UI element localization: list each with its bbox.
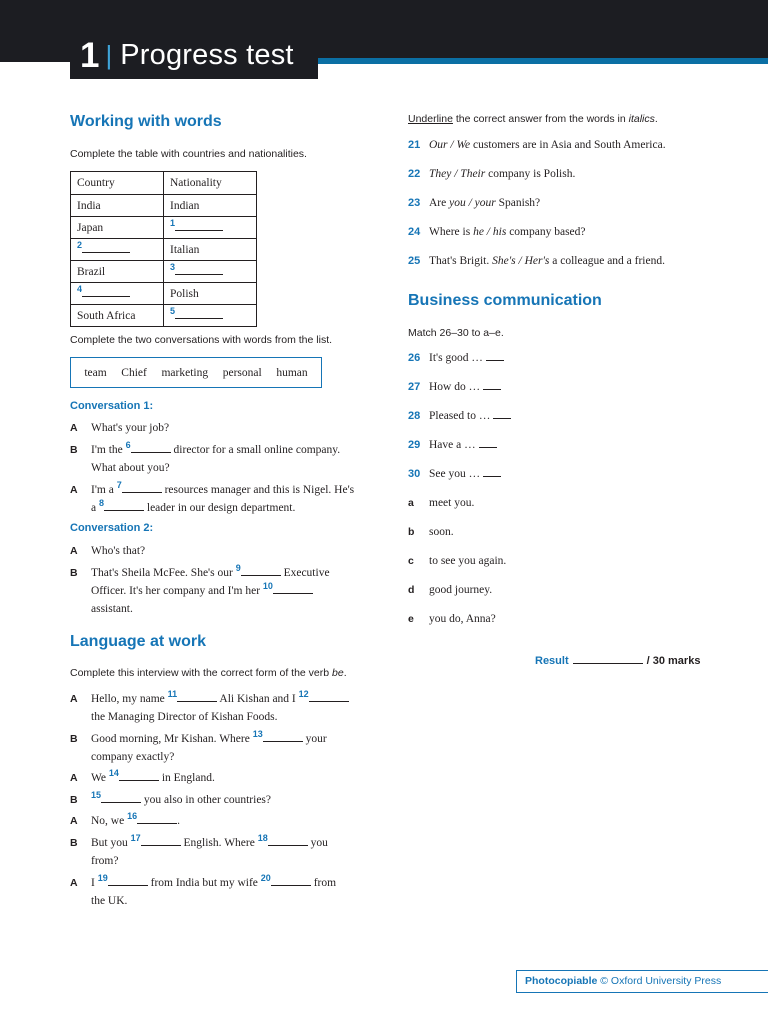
speaker-label: B — [70, 794, 78, 806]
response-item — [408, 581, 608, 599]
question-number: 19 — [97, 873, 108, 884]
nationality-blank-cell[interactable] — [164, 217, 257, 239]
choice-options[interactable]: Our / We — [429, 139, 471, 151]
item-text: a colleague and a friend. — [552, 255, 665, 267]
response-text: good journey. — [429, 584, 493, 596]
question-number: 22 — [408, 168, 421, 180]
result-marks: / 30 marks — [646, 655, 701, 667]
item-text: company is Polish. — [488, 168, 576, 180]
interview-instruction — [70, 667, 347, 679]
dialogue-text: in England. — [161, 772, 215, 784]
item-text: Spanish? — [498, 197, 541, 209]
match-item — [408, 436, 608, 454]
response-letter: e — [408, 613, 414, 625]
interview-line — [70, 874, 400, 910]
word-item: Chief — [121, 366, 147, 379]
item-text: Have a … — [429, 439, 476, 451]
heading-working-with-words: Working with words — [70, 113, 222, 130]
answer-blank[interactable] — [309, 692, 349, 702]
dialogue-line — [70, 441, 390, 477]
speaker-label: A — [70, 484, 78, 496]
response-item — [408, 552, 608, 570]
result-label: Result — [535, 655, 569, 667]
response-letter: d — [408, 584, 415, 596]
item-text: company based? — [509, 226, 586, 238]
title-text: Progress test — [120, 39, 294, 71]
item-text: Are — [429, 197, 447, 209]
item-text: It's good … — [429, 352, 483, 364]
question-number: 28 — [408, 410, 421, 422]
response-text: you do, Anna? — [429, 613, 496, 625]
country-cell: India — [71, 195, 164, 217]
question-number: 18 — [257, 833, 268, 844]
table-row — [71, 217, 257, 239]
dialogue-text: a — [91, 502, 97, 514]
question-number: 13 — [252, 729, 263, 740]
dialogue-text: the UK. — [91, 895, 128, 907]
answer-blank[interactable] — [483, 467, 501, 477]
word-item: personal — [222, 366, 262, 379]
result-score — [535, 654, 700, 667]
dialogue-text: from — [313, 877, 337, 889]
nationality-cell: Indian — [164, 195, 257, 217]
country-blank-cell[interactable] — [71, 239, 164, 261]
dialogue-text: But you — [91, 837, 128, 849]
response-item — [408, 610, 608, 628]
dialogue-text: Hello, my name — [91, 693, 165, 705]
dialogue-text: Ali Kishan and I — [219, 693, 296, 705]
header-nationality: Nationality — [164, 172, 257, 195]
grammar-item — [408, 252, 748, 270]
response-letter: c — [408, 555, 414, 567]
item-text: That's Brigit. — [429, 255, 490, 267]
response-text: to see you again. — [429, 555, 507, 567]
question-number: 4 — [77, 284, 83, 295]
answer-blank[interactable] — [82, 243, 130, 253]
dialogue-text: the Managing Director of Kishan Foods. — [91, 711, 278, 723]
question-number: 10 — [262, 581, 273, 592]
speaker-label: A — [70, 815, 78, 827]
item-text: Where is — [429, 226, 471, 238]
question-number: 16 — [127, 811, 138, 822]
dialogue-text: We — [91, 772, 107, 784]
answer-blank[interactable] — [141, 836, 181, 846]
banner-accent-line — [318, 58, 768, 64]
item-text: See you … — [429, 468, 481, 480]
choice-options[interactable]: She's / Her's — [492, 255, 550, 267]
answer-blank[interactable] — [131, 443, 171, 453]
answer-blank[interactable] — [241, 566, 281, 576]
nationality-cell: Polish — [164, 283, 257, 305]
table-header-row — [71, 172, 257, 195]
country-blank-cell[interactable] — [71, 283, 164, 305]
answer-blank[interactable] — [82, 287, 130, 297]
word-list-box — [70, 357, 322, 388]
table-row — [71, 195, 257, 217]
dialogue-text: resources manager and this is Nigel. He's — [164, 484, 355, 496]
table-row — [71, 261, 257, 283]
country-cell: Brazil — [71, 261, 164, 283]
conversation-2-label: Conversation 2: — [70, 522, 154, 534]
question-number: 11 — [167, 689, 178, 700]
speaker-label: B — [70, 837, 78, 849]
instruction-end: . — [343, 667, 347, 679]
dialogue-text: from India but my wife — [150, 877, 258, 889]
dialogue-text: I'm the — [91, 444, 123, 456]
answer-blank[interactable] — [483, 380, 501, 390]
answer-blank[interactable] — [175, 309, 223, 319]
response-item — [408, 494, 608, 512]
answer-blank[interactable] — [119, 771, 159, 781]
question-number: 9 — [235, 563, 241, 574]
dialogue-text: director for a small online company. — [173, 444, 341, 456]
speaker-label: A — [70, 422, 78, 434]
response-text: meet you. — [429, 497, 475, 509]
countries-table — [70, 171, 257, 327]
dialogue-text: What's your job? — [91, 422, 170, 434]
question-number: 1 — [170, 218, 176, 229]
answer-blank[interactable] — [177, 692, 217, 702]
grammar-item — [408, 136, 748, 154]
answer-blank[interactable] — [263, 732, 303, 742]
underline-instruction — [408, 113, 658, 125]
country-cell: Japan — [71, 217, 164, 239]
interview-line — [70, 730, 400, 766]
dialogue-line — [70, 481, 390, 517]
title-separator: | — [105, 40, 113, 70]
instruction-underline: Underline — [408, 113, 453, 125]
nationality-cell: Italian — [164, 239, 257, 261]
question-number: 29 — [408, 439, 421, 451]
answer-blank[interactable] — [122, 483, 162, 493]
photocopiable-label: Photocopiable — [525, 975, 598, 987]
question-number: 8 — [98, 498, 104, 509]
match-item — [408, 407, 608, 425]
speaker-label: A — [70, 877, 78, 889]
interview-line — [70, 769, 400, 787]
dialogue-text: you also in other countries? — [143, 794, 271, 806]
match-item — [408, 465, 608, 483]
speaker-label: B — [70, 733, 78, 745]
question-number: 6 — [125, 440, 131, 451]
item-text: How do … — [429, 381, 481, 393]
response-letter: a — [408, 497, 414, 509]
instruction-text: the correct answer from the words in — [455, 113, 626, 125]
header-country: Country — [71, 172, 164, 195]
conversation-1-label: Conversation 1: — [70, 400, 154, 412]
dialogue-text: from? — [91, 855, 119, 867]
answer-blank[interactable] — [479, 438, 497, 448]
country-cell: South Africa — [71, 305, 164, 327]
nationality-blank-cell[interactable] — [164, 261, 257, 283]
answer-blank[interactable] — [273, 584, 313, 594]
dialogue-line — [70, 419, 390, 437]
dialogue-text: What about you? — [91, 462, 170, 474]
table-row — [71, 283, 257, 305]
answer-blank[interactable] — [175, 265, 223, 275]
question-number: 12 — [298, 689, 309, 700]
interview-line — [70, 690, 400, 726]
speaker-label: A — [70, 545, 78, 557]
answer-blank[interactable] — [101, 793, 141, 803]
score-blank[interactable] — [573, 654, 643, 664]
interview-line — [70, 834, 400, 870]
heading-language-at-work: Language at work — [70, 633, 207, 650]
item-text: Pleased to … — [429, 410, 491, 422]
instruction-verb: be — [332, 667, 344, 679]
interview-line — [70, 812, 400, 830]
answer-blank[interactable] — [271, 876, 311, 886]
heading-business-communication: Business communication — [408, 292, 602, 309]
question-number: 14 — [108, 768, 119, 779]
dialogue-text: Officer. It's her company and I'm her — [91, 585, 261, 597]
question-number: 3 — [170, 262, 176, 273]
unit-number: 1 — [80, 35, 100, 75]
answer-blank[interactable] — [268, 836, 308, 846]
choice-options[interactable]: They / Their — [429, 168, 486, 180]
answer-blank[interactable] — [104, 501, 144, 511]
dialogue-text: Good morning, Mr Kishan. Where — [91, 733, 250, 745]
answer-blank[interactable] — [175, 221, 223, 231]
question-number: 23 — [408, 197, 421, 209]
dialogue-text: No, we — [91, 815, 125, 827]
dialogue-text: Who's that? — [91, 545, 146, 557]
question-number: 30 — [408, 468, 421, 480]
answer-blank[interactable] — [493, 409, 511, 419]
table-row — [71, 239, 257, 261]
speaker-label: A — [70, 772, 78, 784]
dialogue-line — [70, 564, 390, 618]
question-number: 7 — [116, 480, 122, 491]
dialogue-text: . — [177, 815, 180, 827]
match-item — [408, 378, 608, 396]
word-item: human — [276, 366, 308, 379]
dialogue-text: That's Sheila McFee. She's our — [91, 567, 233, 579]
response-item — [408, 523, 608, 541]
item-text: customers are in Asia and South America. — [472, 139, 666, 151]
question-number: 17 — [130, 833, 141, 844]
speaker-label: B — [70, 567, 78, 579]
copyright-text: © Oxford University Press — [600, 975, 722, 987]
answer-blank[interactable] — [486, 351, 504, 361]
question-number: 21 — [408, 139, 421, 151]
dialogue-text: assistant. — [91, 603, 133, 615]
dialogue-line — [70, 542, 390, 560]
interview-line — [70, 791, 400, 809]
question-number: 27 — [408, 381, 421, 393]
question-number: 25 — [408, 255, 421, 267]
instruction-end: . — [654, 113, 658, 125]
conversation-instruction: Complete the two conversations with words from the list. — [70, 334, 333, 346]
dialogue-text: I'm a — [91, 484, 114, 496]
dialogue-text: leader in our design department. — [146, 502, 296, 514]
word-item: team — [84, 366, 107, 379]
table-row — [71, 305, 257, 327]
question-number: 15 — [91, 790, 102, 801]
instruction-text: Complete this interview with the correct form of the verb — [70, 667, 330, 679]
speaker-label: B — [70, 444, 78, 456]
answer-blank[interactable] — [137, 814, 177, 824]
table-instruction: Complete the table with countries and nationalities. — [70, 148, 307, 160]
dialogue-text: Executive — [283, 567, 330, 579]
grammar-item — [408, 194, 748, 212]
choice-options[interactable]: he / his — [473, 226, 507, 238]
match-item — [408, 349, 608, 367]
question-number: 5 — [170, 306, 176, 317]
word-item: marketing — [161, 366, 209, 379]
response-text: soon. — [429, 526, 454, 538]
dialogue-text: English. Where — [183, 837, 255, 849]
answer-blank[interactable] — [108, 876, 148, 886]
nationality-blank-cell[interactable] — [164, 305, 257, 327]
instruction-italics: italics — [628, 113, 655, 125]
speaker-label: A — [70, 693, 78, 705]
page-title — [70, 32, 318, 79]
question-number: 26 — [408, 352, 421, 364]
footer-copyright — [516, 970, 768, 993]
dialogue-text: company exactly? — [91, 751, 175, 763]
choice-options[interactable]: you / your — [449, 197, 496, 209]
question-number: 24 — [408, 226, 421, 238]
match-instruction: Match 26–30 to a–e. — [408, 327, 504, 339]
grammar-item — [408, 223, 748, 241]
dialogue-text: your — [305, 733, 327, 745]
question-number: 20 — [260, 873, 271, 884]
dialogue-text: you — [310, 837, 328, 849]
grammar-item — [408, 165, 748, 183]
question-number: 2 — [77, 240, 83, 251]
dialogue-text: I — [91, 877, 95, 889]
response-letter: b — [408, 526, 415, 538]
